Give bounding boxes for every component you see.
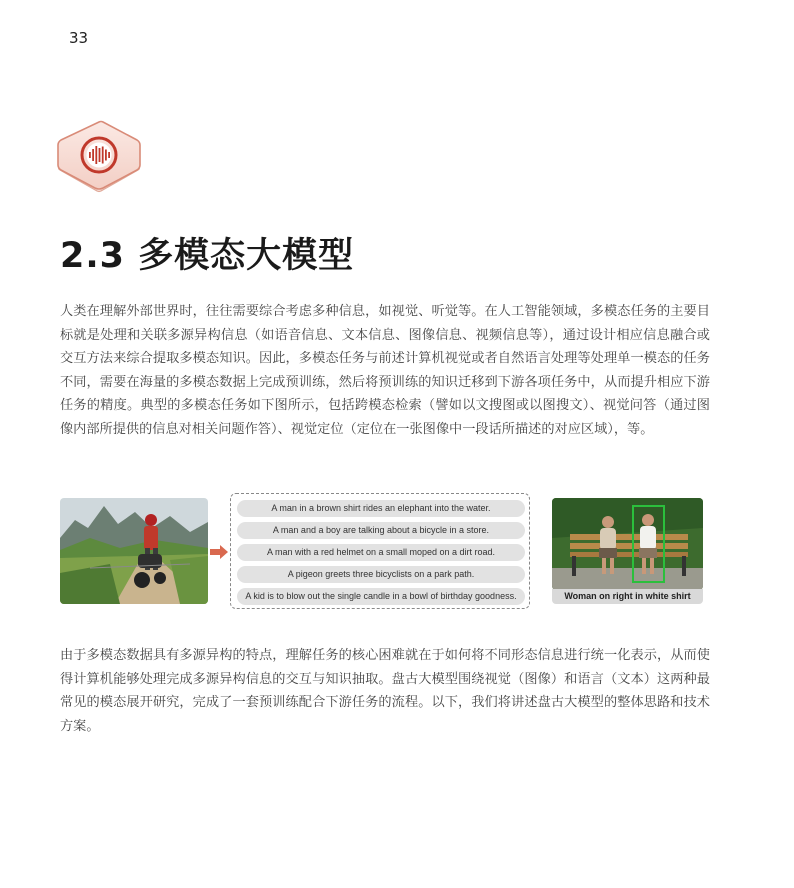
sound-wave-icon [56, 118, 142, 208]
bench-photo [552, 498, 703, 590]
multimodal-figure [60, 493, 706, 611]
caption-list [230, 493, 530, 609]
section-title: 2.3 多模态大模型 [60, 236, 355, 276]
caption-item: A kid is to blow out the single candle in a bowl of birthday goodness. [237, 588, 525, 605]
caption-item: A man and a boy are talking about a bicycle in a store. [237, 522, 525, 539]
arrow-right-icon [210, 545, 228, 559]
paragraph-intro: 人类在理解外部世界时，往往需要综合考虑多种信息，如视觉、听觉等。在人工智能领域，多模态任务的主要目标就是处理和关联多源异构信息（如语音信息、文本信息、图像信息、视频信息等），通过设计相应信息融合或交互方法来综合提取多模态知识。因此，多模态任务与前述计算机视觉或者自然语言处理等处理单一模态的任务不同，需要在海量的多模态数据上完成预训练，然后将预训练的知识迁移到下游各项任务中，从而提升相应下游任务的精度。典型的多模态任务如下图所示，包括跨模态检索（譬如以文搜图或以图搜文）、视觉问答（通过图像内部所提供的信息对相关问题作答）、视觉定位（定位在一张图像中一段话所描述的对应区域），等。 [60, 304, 710, 437]
moped-photo [60, 498, 208, 604]
grounding-caption: Woman on right in white shirt [552, 589, 703, 604]
page-number: 33 [69, 29, 89, 47]
paragraph-pangu: 由于多模态数据具有多源异构的特点，理解任务的核心困难就在于如何将不同形态信息进行统一化表示，从而使得计算机能够处理完成多源异构信息的交互与知识抽取。盘古大模型围绕视觉（图像）和语言（文本）这两种最常见的模态展开研究，完成了一套预训练配合下游任务的流程。以下，我们将讲述盘古大模型的整体思路和技术方案。 [60, 648, 710, 734]
caption-item: A pigeon greets three bicyclists on a park path. [237, 566, 525, 583]
caption-item: A man with a red helmet on a small moped on a dirt road. [237, 544, 525, 561]
caption-item: A man in a brown shirt rides an elephant into the water. [237, 500, 525, 517]
